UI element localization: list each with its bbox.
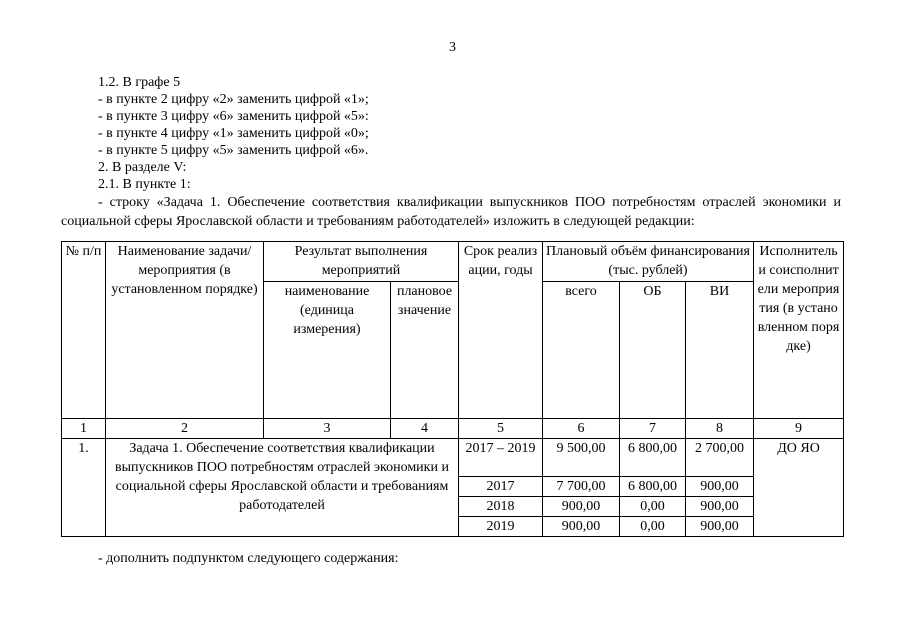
- col-number: 5: [459, 419, 543, 439]
- body-line: - в пункте 3 цифру «6» заменить цифрой «5»:: [98, 109, 369, 124]
- vi-cell: 900,00: [686, 497, 754, 517]
- header-executor: Исполнитель и соисполнители мероприятия (в установленном порядке): [754, 242, 844, 419]
- body-line: - в пункте 5 цифру «5» заменить цифрой «6».: [98, 143, 369, 158]
- header-result-plan: плановое значение: [391, 282, 459, 419]
- task-name: Задача 1. Обеспечение соответствия квалификации выпускников ПОО потребностям отраслей экономики и социальной сферы Ярославской области и требованиям работодателей: [106, 439, 459, 537]
- column-numbers-row: [62, 419, 844, 439]
- header-term: Срок реализации, годы: [459, 242, 543, 419]
- ob-cell: 0,00: [620, 497, 686, 517]
- table-row: [62, 439, 844, 477]
- col-number: 4: [391, 419, 459, 439]
- body-line: - в пункте 2 цифру «2» заменить цифрой «1»;: [98, 92, 369, 107]
- header-volume: Плановый объём финансирования (тыс. рублей): [543, 242, 754, 282]
- term-cell: 2019: [459, 517, 543, 537]
- document-body: [61, 74, 841, 231]
- task-num: 1.: [62, 439, 106, 537]
- term-cell: 2018: [459, 497, 543, 517]
- header-ob: ОБ: [620, 282, 686, 419]
- vi-cell: 2 700,00: [686, 439, 754, 477]
- col-number: 9: [754, 419, 844, 439]
- col-number: 7: [620, 419, 686, 439]
- header-vi: ВИ: [686, 282, 754, 419]
- header-result-name: наименование (единица измерения): [264, 282, 391, 419]
- total-cell: 7 700,00: [543, 477, 620, 497]
- page-number: 3: [449, 40, 456, 55]
- ob-cell: 6 800,00: [620, 439, 686, 477]
- term-cell: 2017 – 2019: [459, 439, 543, 477]
- header-name: Наименование задачи/мероприятия (в установленном порядке): [106, 242, 264, 419]
- measures-table: [61, 241, 844, 537]
- header-num: № п/п: [62, 242, 106, 419]
- executor-cell: ДО ЯО: [754, 439, 844, 537]
- total-cell: 9 500,00: [543, 439, 620, 477]
- header-total: всего: [543, 282, 620, 419]
- col-number: 8: [686, 419, 754, 439]
- amendment-paragraph: - строку «Задача 1. Обеспечение соответствия квалификации выпускников ПОО потребностям отраслей экономики и социальной сферы Ярославской области и требованиям работодателей» изложить в следующей редакции:: [61, 195, 841, 229]
- ob-cell: 0,00: [620, 517, 686, 537]
- term-cell: 2017: [459, 477, 543, 497]
- col-number: 2: [106, 419, 264, 439]
- body-line: - в пункте 4 цифру «1» заменить цифрой «0»;: [98, 126, 369, 141]
- col-number: 3: [264, 419, 391, 439]
- col-number: 6: [543, 419, 620, 439]
- after-table-text: - дополнить подпунктом следующего содержания:: [98, 551, 399, 566]
- total-cell: 900,00: [543, 497, 620, 517]
- vi-cell: 900,00: [686, 517, 754, 537]
- header-result: Результат выполнения мероприятий: [264, 242, 459, 282]
- body-line: 1.2. В графе 5: [98, 75, 181, 90]
- ob-cell: 6 800,00: [620, 477, 686, 497]
- total-cell: 900,00: [543, 517, 620, 537]
- col-number: 1: [62, 419, 106, 439]
- body-line: 2. В разделе V:: [98, 160, 187, 175]
- body-line: 2.1. В пункте 1:: [98, 177, 191, 192]
- vi-cell: 900,00: [686, 477, 754, 497]
